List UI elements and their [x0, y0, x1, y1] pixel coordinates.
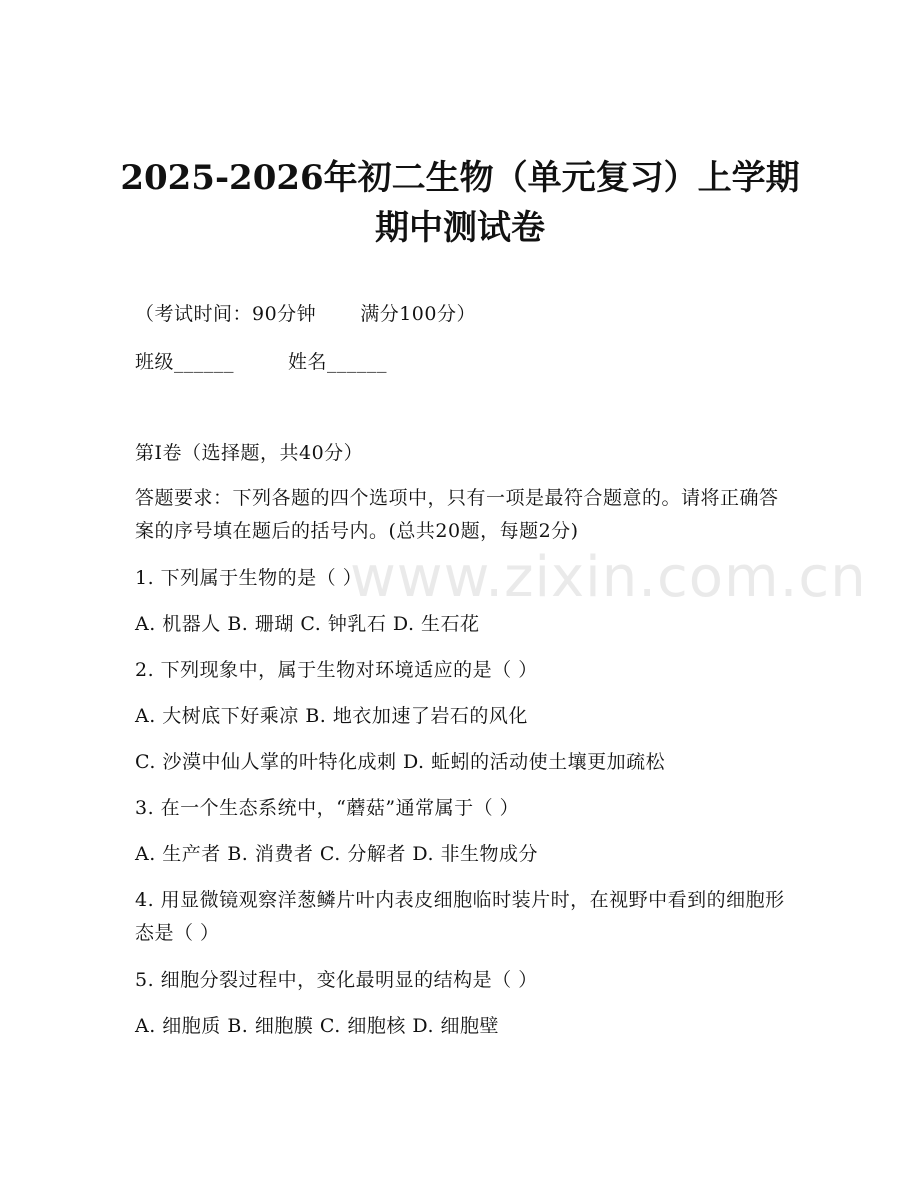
page-title-line1: 2025-2026年初二生物（单元复习）上学期	[120, 158, 800, 198]
question-4: 4. 用显微镜观察洋葱鳞片叶内表皮细胞临时装片时，在视野中看到的细胞形态是（ ）	[135, 889, 785, 944]
question-3: 3. 在一个生态系统中，“蘑菇”通常属于（ ）	[135, 797, 520, 819]
question-5: 5. 细胞分裂过程中，变化最明显的结构是（ ）	[135, 969, 538, 991]
time-label: （考试时间：90分钟	[135, 303, 317, 325]
question-3-options: A. 生产者 B. 消费者 C. 分解者 D. 非生物成分	[135, 843, 539, 865]
question-2-options-b: C. 沙漠中仙人掌的叶特化成刺 D. 蚯蚓的活动使土壤更加疏松	[135, 751, 666, 773]
student-info	[135, 349, 387, 375]
watermark: www.zixin.com.cn	[350, 545, 867, 610]
question-2-options-a: A. 大树底下好乘凉 B. 地衣加速了岩石的风化	[135, 705, 528, 727]
score-label: 满分100分）	[360, 303, 476, 325]
class-field-label: 班级______	[135, 351, 235, 373]
question-1-options: A. 机器人 B. 珊瑚 C. 钟乳石 D. 生石花	[135, 613, 480, 635]
instructions: 答题要求：下列各题的四个选项中，只有一项是最符合题意的。请将正确答案的序号填在题后的括号内。(总共20题，每题2分)	[135, 487, 779, 542]
question-1: 1. 下列属于生物的是（ ）	[135, 567, 363, 589]
question-2: 2. 下列现象中，属于生物对环境适应的是（ ）	[135, 659, 538, 681]
section-heading: 第Ⅰ卷（选择题，共40分）	[135, 442, 364, 464]
page-title-line2: 期中测试卷	[375, 208, 545, 248]
exam-time-info	[135, 301, 476, 327]
question-5-options: A. 细胞质 B. 细胞膜 C. 细胞核 D. 细胞壁	[135, 1015, 500, 1037]
name-field-label: 姓名______	[288, 351, 388, 373]
